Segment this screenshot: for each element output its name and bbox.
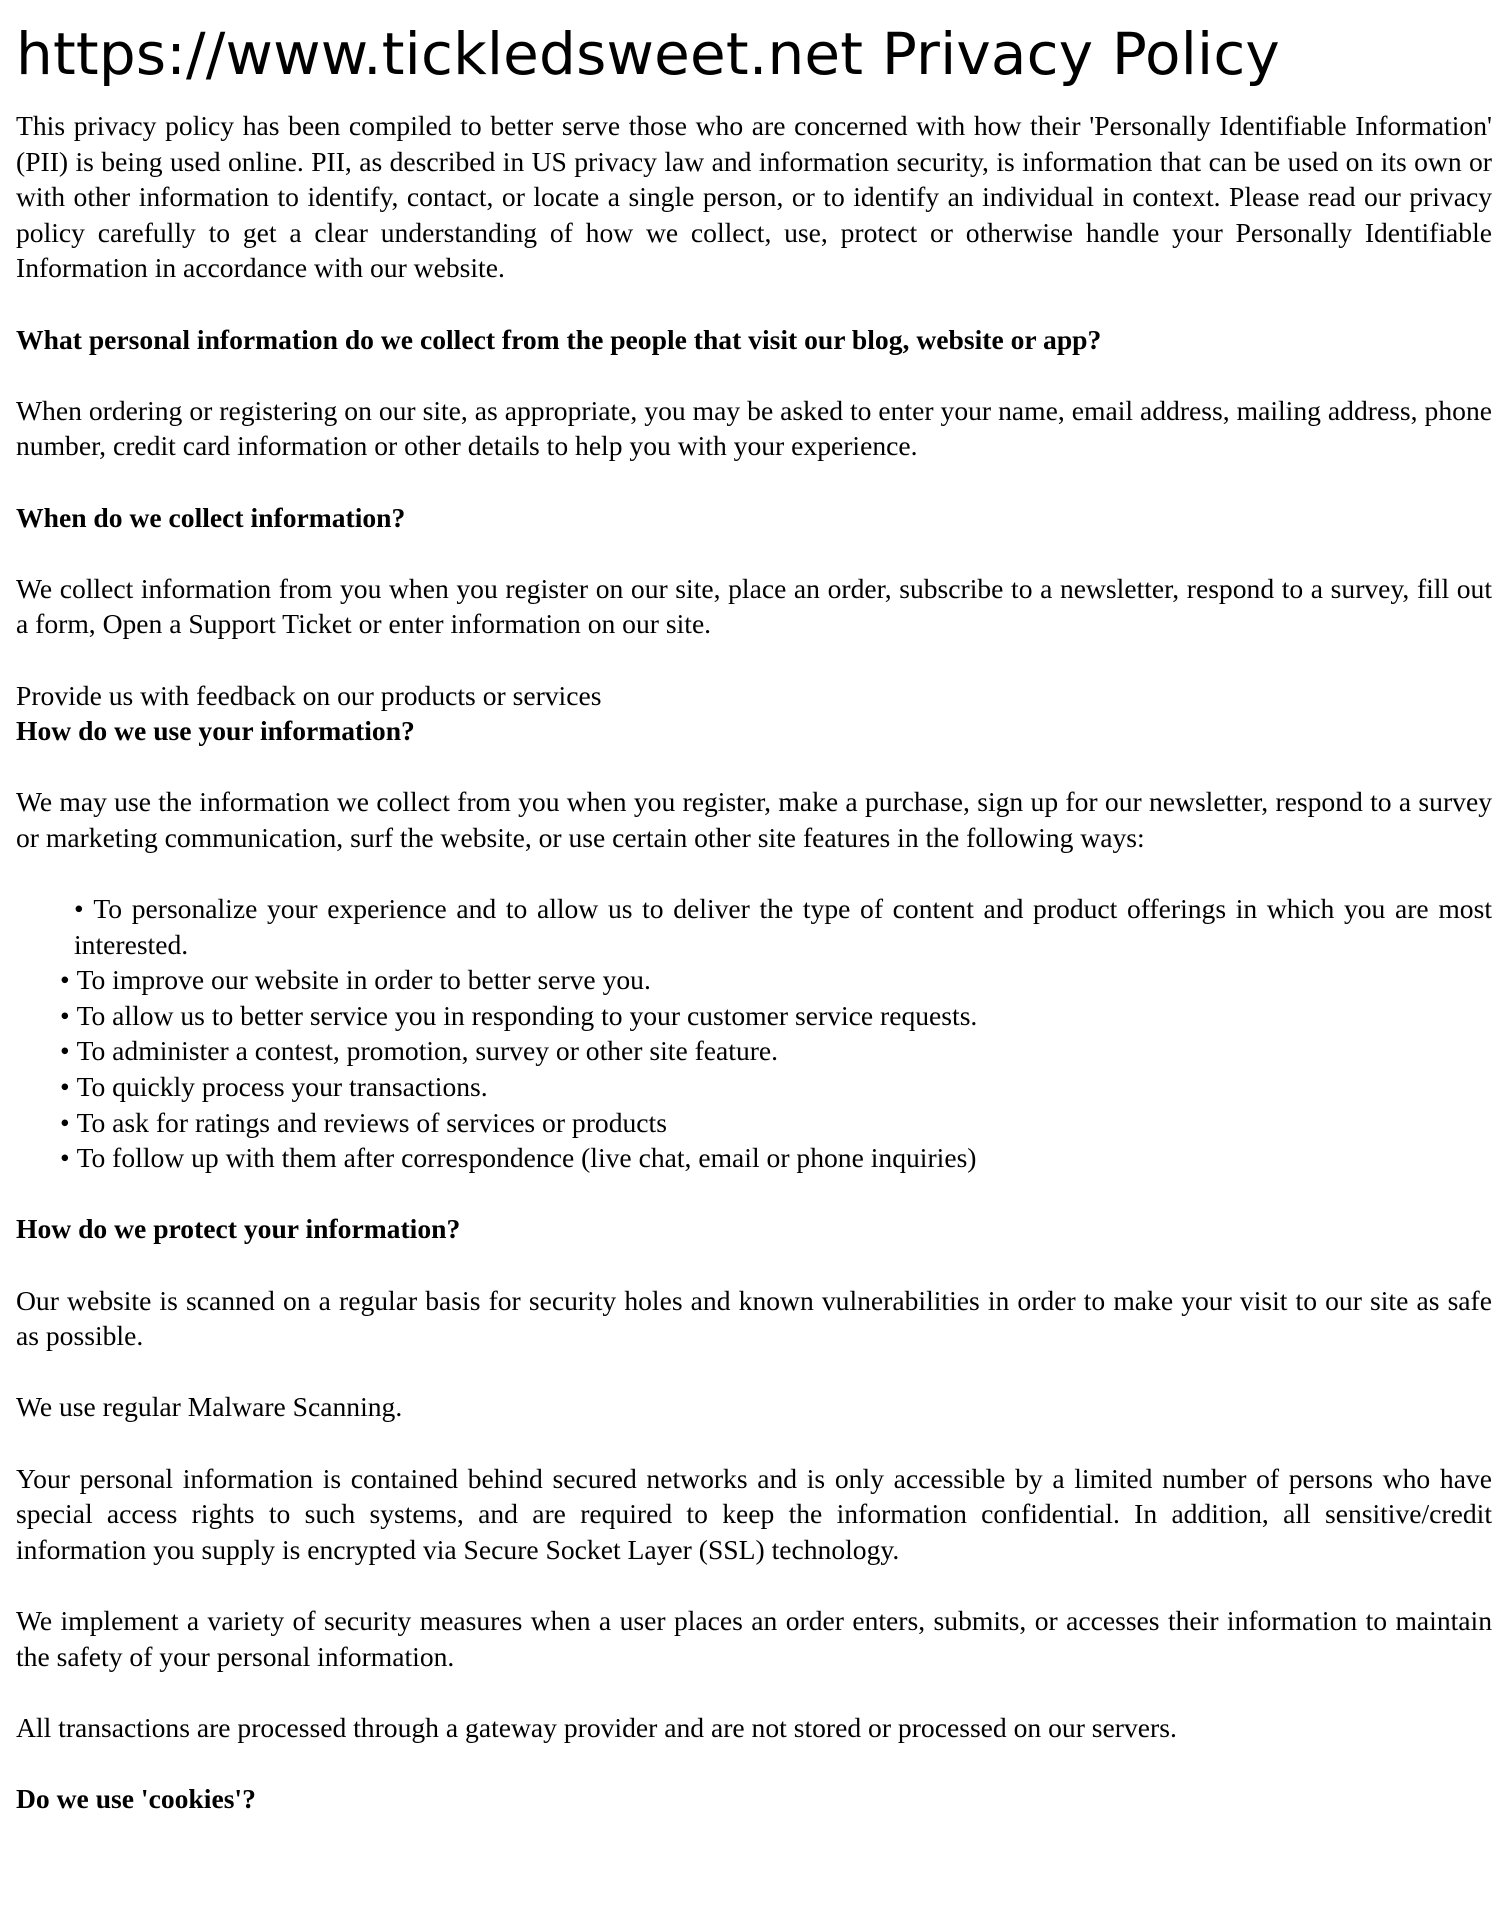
section-body-collect-when: We collect information from you when you register on our site, place an order, subscribe to a newsletter, respond to a survey, fill out a form, Open a Support Ticket or enter information on our site. xyxy=(16,572,1492,640)
section-body-collect-what: When ordering or registering on our site, as appropriate, you may be asked to enter your name, email address, mailing address, phone number, credit card information or other details to help you with your experience. xyxy=(16,394,1492,462)
list-item: • To ask for ratings and reviews of services or products xyxy=(16,1105,1492,1141)
list-item: • To follow up with them after correspondence (live chat, email or phone inquiries) xyxy=(16,1140,1492,1176)
privacy-policy-page xyxy=(16,0,1492,1817)
protect-paragraph: We use regular Malware Scanning. xyxy=(16,1391,403,1423)
protect-paragraph: Our website is scanned on a regular basis for security holes and known vulnerabilities in order to make your visit to our site as safe as possible. xyxy=(16,1284,1492,1352)
section-heading-protect: How do we protect your information? xyxy=(16,1213,461,1245)
list-item: • To personalize your experience and to allow us to deliver the type of content and product offerings in which you are most interested. xyxy=(16,891,1492,962)
policy-content xyxy=(16,108,1492,1817)
section-body-use: We may use the information we collect from you when you register, make a purchase, sign up for our newsletter, respond to a survey or marketing communication, surf the website, or use certain other site features in the following ways: xyxy=(16,786,1492,853)
list-item: • To quickly process your transactions. xyxy=(16,1069,1492,1105)
feedback-line: Provide us with feedback on our products or services xyxy=(16,679,602,711)
list-item: • To improve our website in order to better serve you. xyxy=(16,962,1492,998)
protect-paragraph: Your personal information is contained behind secured networks and is only accessible by a limited number of persons who have special access rights to such systems, and are required to keep the information confidential. In addition, all sensitive/credit information you supply is encrypted via Secure Socket Layer (SSL) technology. xyxy=(16,1462,1492,1565)
use-bullet-list xyxy=(16,891,1492,1176)
protect-paragraph: We implement a variety of security measures when a user places an order enters, submits, or accesses their information to maintain the safety of your personal information. xyxy=(16,1604,1492,1672)
list-item: • To administer a contest, promotion, survey or other site feature. xyxy=(16,1033,1492,1069)
protect-paragraph: All transactions are processed through a gateway provider and are not stored or processed on our servers. xyxy=(16,1711,1177,1743)
section-heading-collect-when: When do we collect information? xyxy=(16,501,406,533)
section-heading-collect-what: What personal information do we collect from the people that visit our blog, website or app? xyxy=(16,323,1102,355)
section-heading-use: How do we use your information? xyxy=(16,715,415,747)
page-title: https://www.tickledsweet.net Privacy Policy xyxy=(16,20,1280,88)
list-item: • To allow us to better service you in responding to your customer service requests. xyxy=(16,998,1492,1034)
intro-paragraph: This privacy policy has been compiled to better serve those who are concerned with how their 'Personally Identifiable Information' (PII) is being used online. PII, as described in US privacy law and information security, is information that can be used on its own or with other information to identify, contact, or locate a single person, or to identify an individual in context. Please read our privacy policy carefully to get a clear understanding of how we collect, use, protect or otherwise handle your Personally Identifiable Information in accordance with our website. xyxy=(16,110,1492,284)
section-heading-cookies: Do we use 'cookies'? xyxy=(16,1782,256,1814)
